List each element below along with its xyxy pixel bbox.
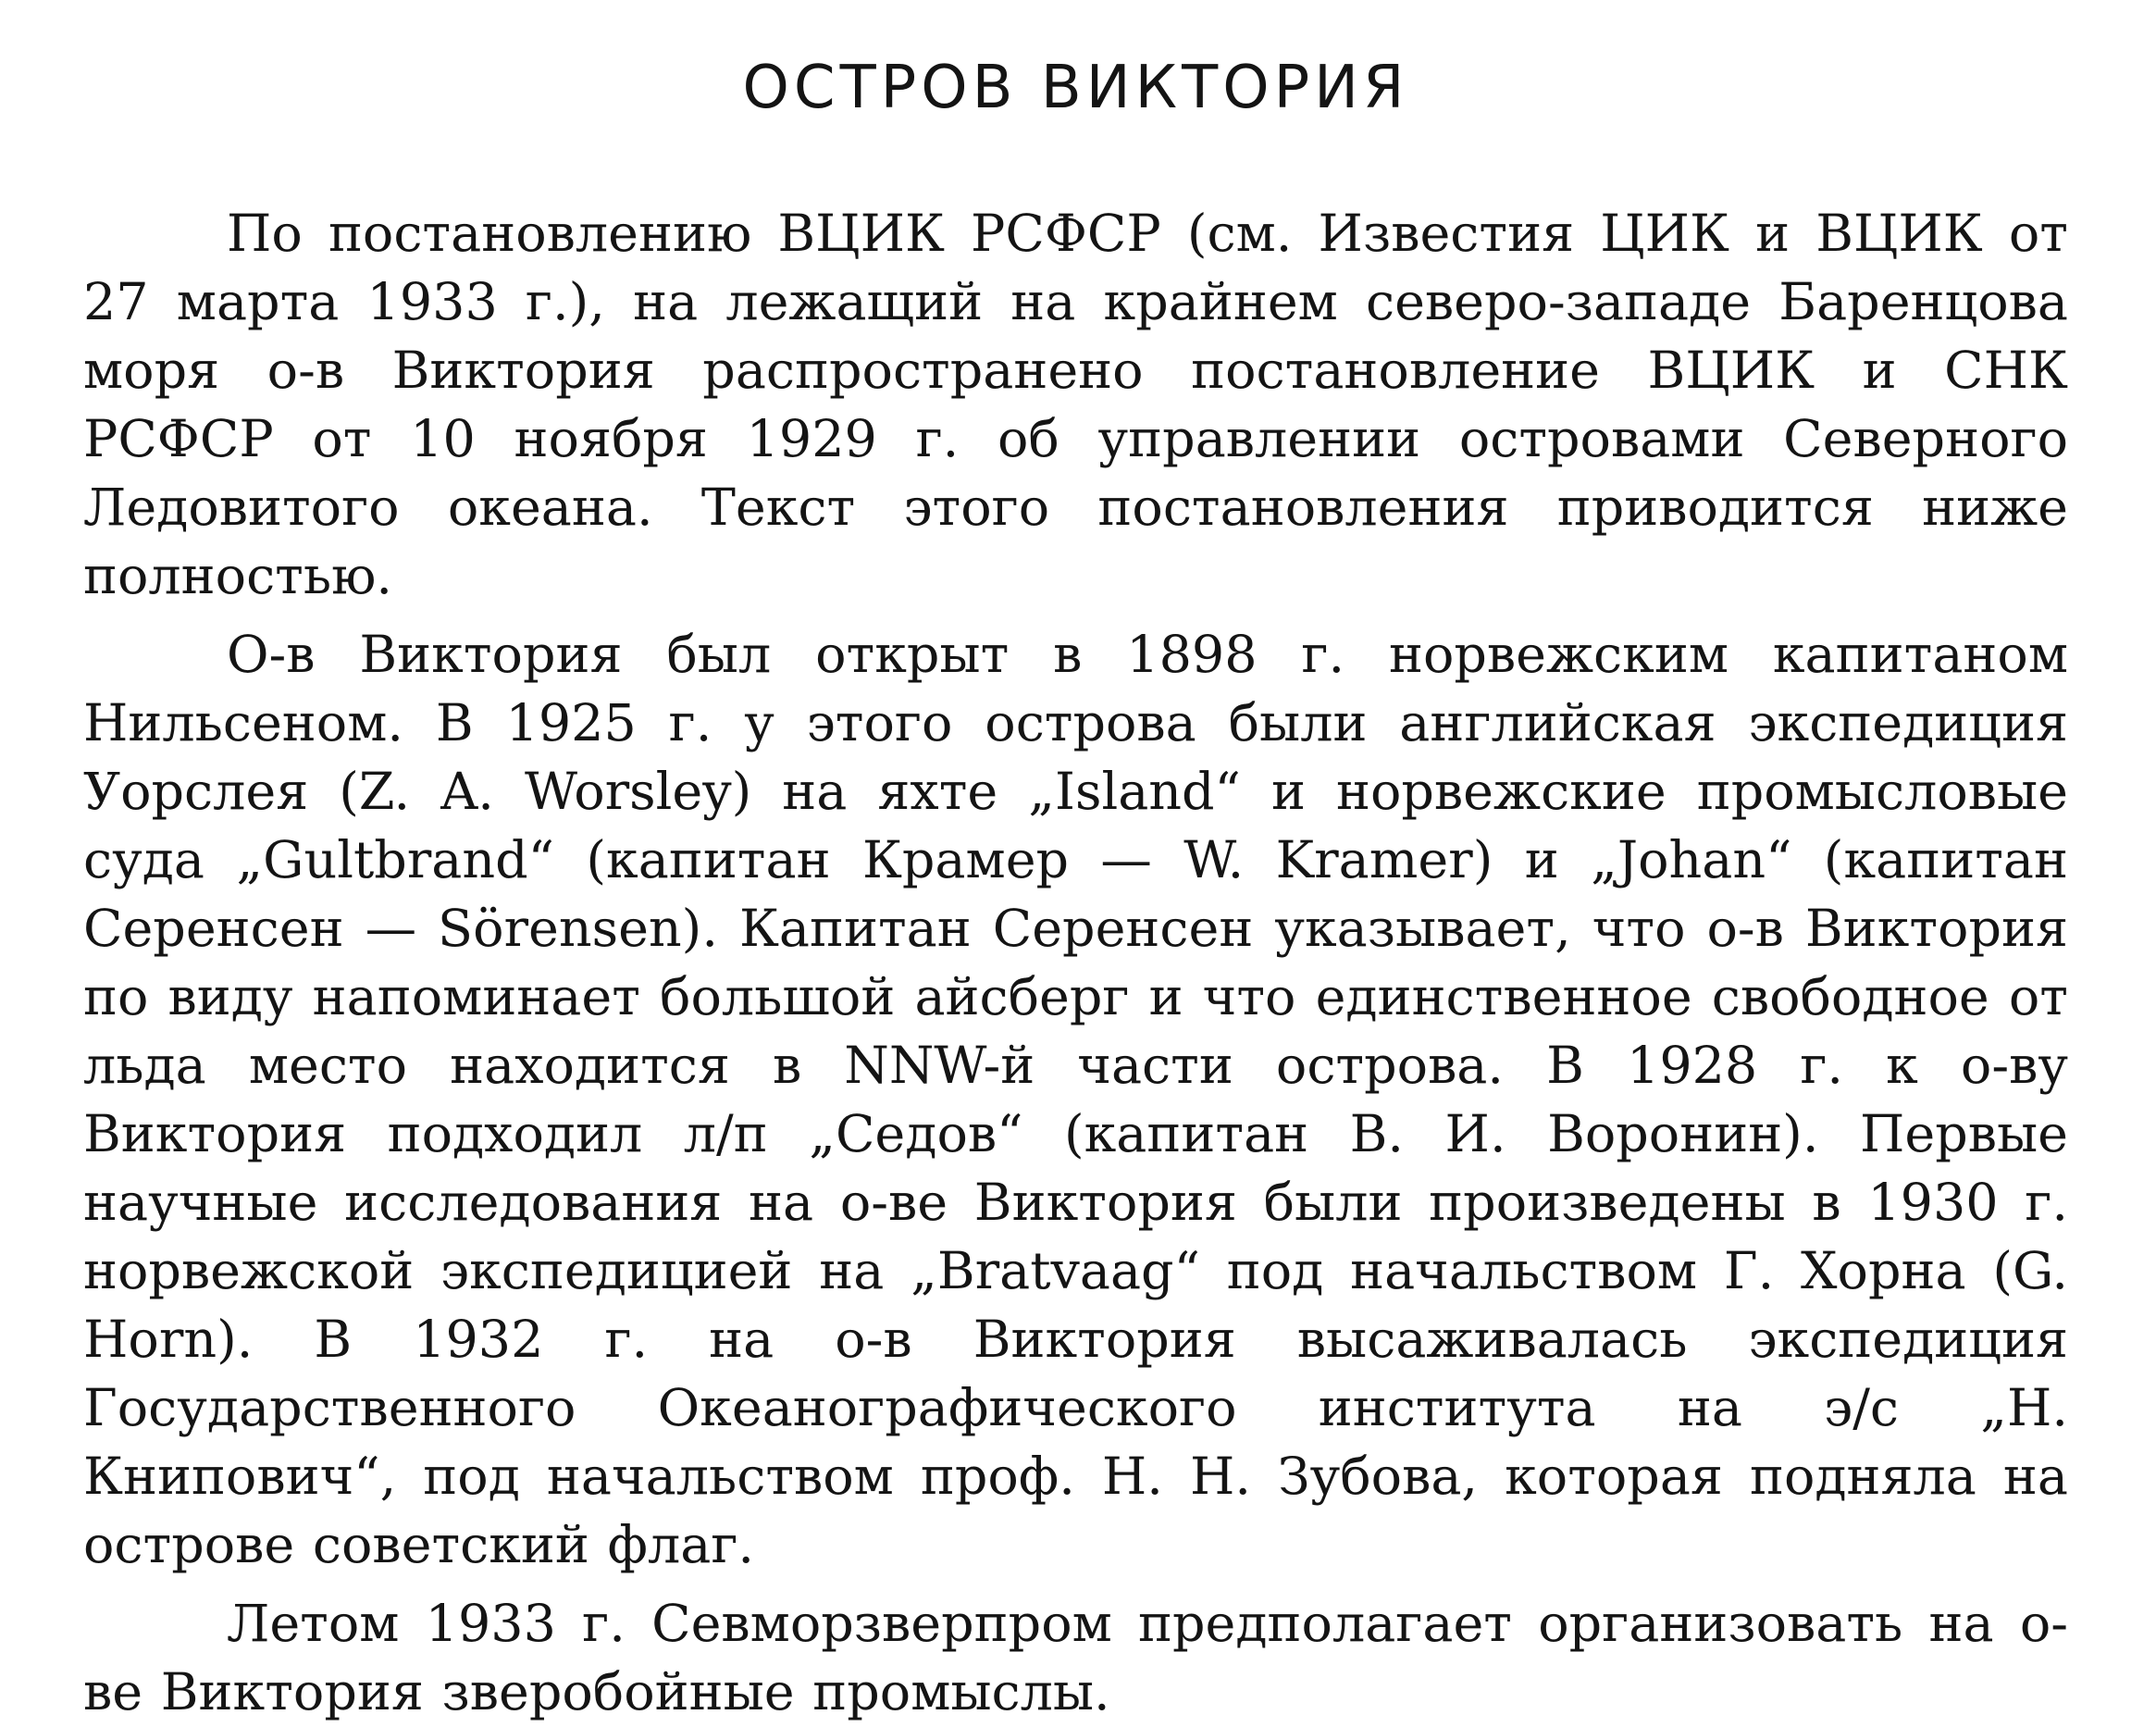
paragraph-plans: Летом 1933 г. Севморзверпром предполагает организовать на о-ве Виктория зверобойные промыслы.	[83, 1594, 2068, 1723]
paragraph-history: О-в Виктория был открыт в 1898 г. норвежским капитаном Нильсеном. В 1925 г. у этого острова были английская экспедиция Уорслея (Z. A. Worsley) на яхте „Island“ и норвежские промысловые суда „Gultbrand“ (капитан Крамер — W. Kramer) и „Johan“ (капитан Серенсен — Sörensen). Капитан Серенсен указывает, что о-в Виктория по виду напоминает большой айсберг и что единственное свободное от льда место находится в NNW-й части острова. В 1928 г. к о-ву Виктория подходил л/п „Седов“ (капитан В. И. Воронин). Первые научные исследования на о-ве Виктория были произведены в 1930 г. норвежской экспедицией на „Bratvaag“ под начальством Г. Хорна (G. Horn). В 1932 г. на о-в Виктория высаживалась экспедиция Государственного Океанографического института на э/с „Н. Книпович“, под начальством проф. Н. Н. Зубова, которая подняла на острове советский флаг.	[83, 625, 2068, 1576]
paragraph-decree: По постановлению ВЦИК РСФСР (см. Известия ЦИК и ВЦИК от 27 марта 1933 г.), на лежащий на крайнем северо-западе Баренцова моря о-в Виктория распространено постановление ВЦИК и СНК РСФСР от 10 ноября 1929 г. об управлении островами Северного Ледовитого океана. Текст этого постановления приводится ниже полностью.	[83, 204, 2068, 607]
document-page	[83, 37, 2068, 1723]
document-title: ОСТРОВ ВИКТОРИЯ	[742, 54, 1409, 122]
